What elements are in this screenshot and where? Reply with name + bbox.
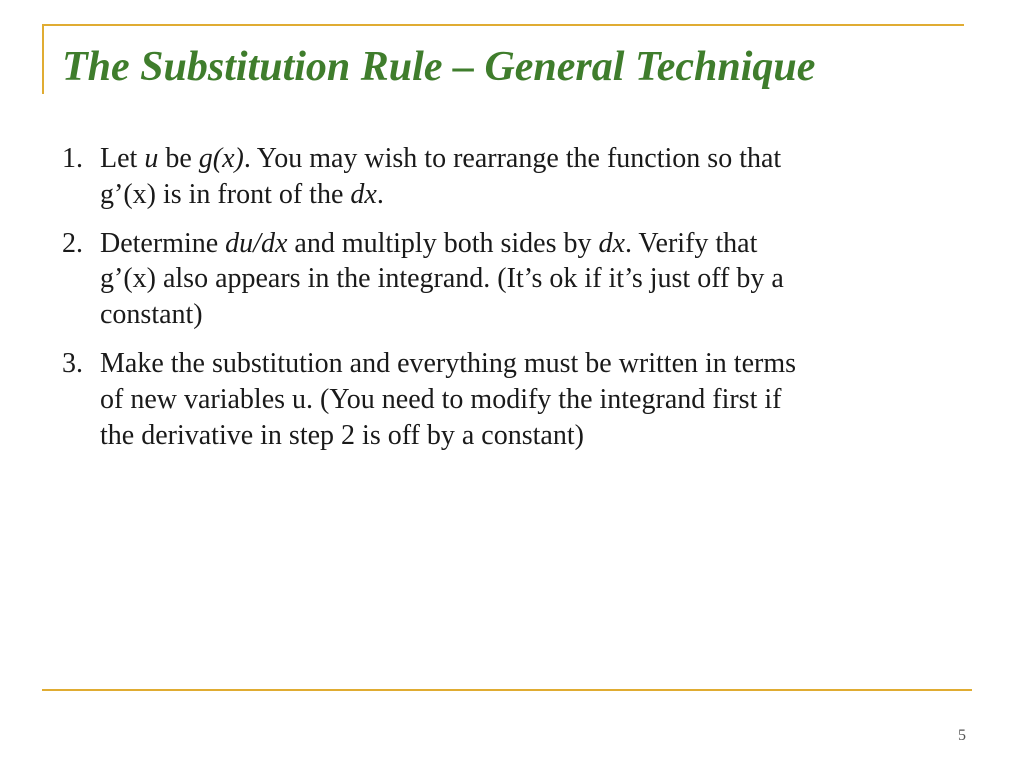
step-3-text bbox=[100, 346, 962, 453]
step-1-be-text: be bbox=[158, 143, 199, 174]
step-1-number: 1. bbox=[62, 143, 83, 174]
step-2-line-3: constant) bbox=[100, 299, 203, 331]
step-1-line-2 bbox=[100, 177, 962, 213]
step-1-period: . bbox=[376, 178, 384, 210]
step-1-rearrange-text: . You may wish to rearrange the function so that bbox=[243, 143, 782, 174]
technique-steps-list bbox=[62, 141, 962, 467]
step-3-line-3: the derivative in step 2 is off by a constant) bbox=[100, 419, 584, 451]
step-3-line-1: Make the substitution and everything must be written in terms bbox=[100, 348, 796, 380]
step-3 bbox=[62, 346, 962, 453]
variable-u: u bbox=[144, 143, 159, 174]
top-border-line bbox=[42, 24, 964, 26]
step-2-determine-text: Determine bbox=[100, 227, 226, 259]
step-1-line-1 bbox=[100, 141, 962, 177]
step-3-number: 3. bbox=[62, 348, 83, 380]
function-g-of-x: g(x) bbox=[198, 143, 244, 174]
differential-dx: dx bbox=[350, 178, 377, 210]
step-1-front-text: g’(x) is in front of the bbox=[100, 178, 351, 210]
step-2-line-2: g’(x) also appears in the integrand. (It’s ok if it’s just off by a bbox=[100, 263, 784, 295]
step-2-verify-text: . Verify that bbox=[624, 227, 758, 259]
step-2-text bbox=[100, 226, 962, 333]
slide-title: The Substitution Rule – General Technique bbox=[62, 44, 816, 90]
step-3-line-2: of new variables u. (You need to modify the integrand first if bbox=[100, 383, 782, 415]
step-1-let-text: Let bbox=[100, 143, 145, 174]
step-2-multiply-text: and multiply both sides by bbox=[287, 227, 599, 259]
derivative-du-dx: du/dx bbox=[225, 227, 288, 259]
differential-dx: dx bbox=[598, 227, 625, 259]
left-border-line bbox=[42, 24, 44, 94]
step-1 bbox=[62, 141, 962, 213]
page-number: 5 bbox=[958, 727, 966, 744]
step-2-line-1 bbox=[100, 226, 962, 262]
step-2-number: 2. bbox=[62, 227, 83, 259]
step-1-text bbox=[100, 141, 962, 213]
step-2 bbox=[62, 226, 962, 333]
bottom-border-line bbox=[42, 689, 972, 691]
